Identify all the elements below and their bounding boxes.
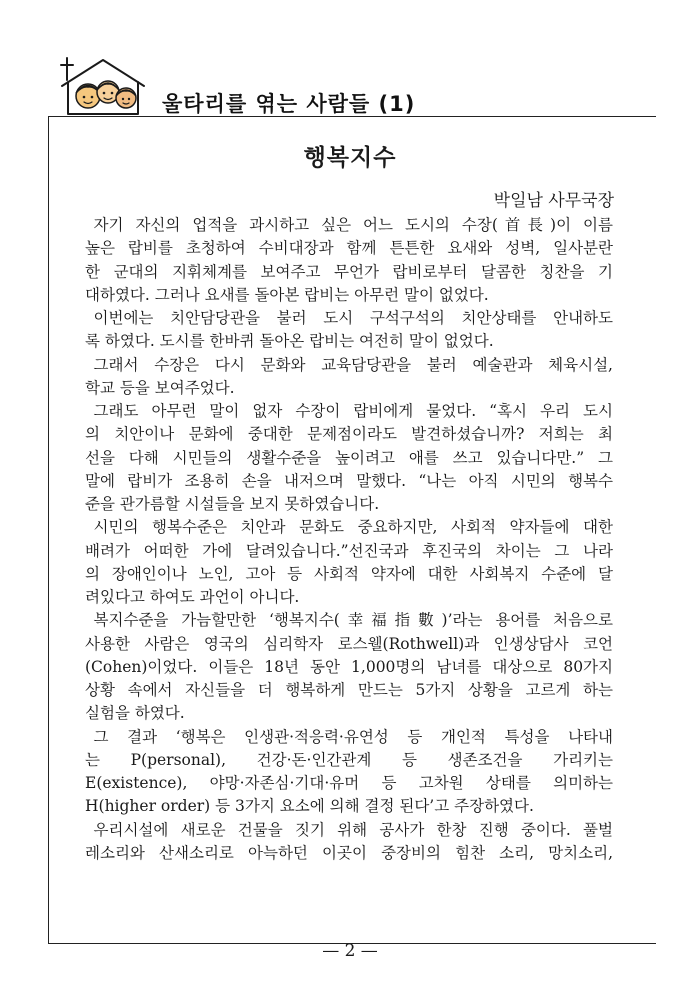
page-number: — 2 — <box>322 941 378 961</box>
body-line: 준을 관가름할 시설들을 보지 못하였습니다. <box>85 495 380 513</box>
article-title: 행복지수 <box>303 145 397 171</box>
body-line: 사용한 사람은 영국의 심리학자 로스웰(Rothwell)과 인생상담사 코언 <box>85 634 613 653</box>
body-line: 학교 등을 보여주었다. <box>85 378 235 397</box>
body-line: H(higher order) 등 3가지 요소에 의해 결정 된다’고 주장하였다. <box>85 797 534 816</box>
body-line: 한 군대의 지휘체계를 보여주고 무언가 랍비로부터 달콤한 칭찬을 기 <box>85 262 613 281</box>
body-line: 이번에는 치안담당관을 불러 도시 구석구석의 치안상태를 안내하도 <box>93 309 613 327</box>
body-line: 록 하였다. 도시를 한바퀴 돌아온 랍비는 여전히 말이 없었다. <box>85 332 494 351</box>
body-line: 대하였다. 그러나 요새를 돌아본 랍비는 아무런 말이 없었다. <box>85 285 489 304</box>
body-line: (Cohen)이었다. 이들은 18년 동안 1,000명의 남녀를 대상으로 80가지 <box>85 657 613 676</box>
body-line: 의 장애인이나 노인, 고아 등 사회적 약자에 대한 사회복지 수준에 달 <box>85 564 613 583</box>
article-body <box>85 214 613 865</box>
body-line: 그래서 수장은 다시 문화와 교육담당관을 불러 예술관과 체육시설, <box>93 355 613 374</box>
body-line: 선을 다해 시민들의 생활수준을 높이려고 애를 쓰고 있습니다만.” 그 <box>85 448 613 467</box>
body-line: 상황 속에서 자신들을 더 행복하게 만드는 5가지 상황을 고르게 하는 <box>85 681 613 699</box>
body-line: 우리시설에 새로운 건물을 짓기 위해 공사가 한창 진행 중이다. 풀벌 <box>93 820 613 839</box>
body-line: 그래도 아무런 말이 없자 수장이 랍비에게 물었다. “혹시 우리 도시 <box>93 402 613 420</box>
body-line: 의 치안이나 문화에 중대한 문제점이라도 발견하셨습니까? 저희는 최 <box>85 425 613 444</box>
body-line: 는 P(personal), 건강·돈·인간관계 등 생존조건을 가리키는 <box>85 750 613 769</box>
series-title: 울타리를 엮는 사람들 (1) <box>162 92 416 116</box>
body-line: 배려가 어떠한 가에 달려있습니다.”선진국과 후진국의 차이는 그 나라 <box>85 541 613 560</box>
body-line: 복지수준을 가늠할만한 ‘행복지수(幸福指數)’라는 용어를 처음으로 <box>93 611 613 630</box>
body-line: E(existence), 야망·자존심·기대·유머 등 고차원 상태를 의미하는 <box>85 774 613 792</box>
body-line: 시민의 행복수준은 치안과 문화도 중요하지만, 사회적 약자들에 대한 <box>93 518 613 537</box>
body-line: 레소리와 산새소리로 아늑하던 이곳이 중장비의 힘찬 소리, 망치소리, <box>85 843 613 862</box>
body-line: 말에 랍비가 조용히 손을 내저으며 말했다. “나는 아직 시민의 행복수 <box>85 471 613 490</box>
body-line: 자기 자신의 업적을 과시하고 싶은 어느 도시의 수장(首長)이 이름 <box>93 216 613 234</box>
article-author: 박일남 사무국장 <box>493 191 614 211</box>
body-line: 그 결과 ‘행복은 인생관·적응력·유연성 등 개인적 특성을 나타내 <box>93 727 613 746</box>
body-line: 려있다고 하여도 과언이 아니다. <box>85 588 300 606</box>
house-with-cross-and-faces-icon <box>58 56 158 118</box>
body-line: 실험을 하였다. <box>85 704 185 723</box>
body-line: 높은 랍비를 초청하여 수비대장과 함께 튼튼한 요새와 성벽, 일사분란 <box>85 239 613 258</box>
